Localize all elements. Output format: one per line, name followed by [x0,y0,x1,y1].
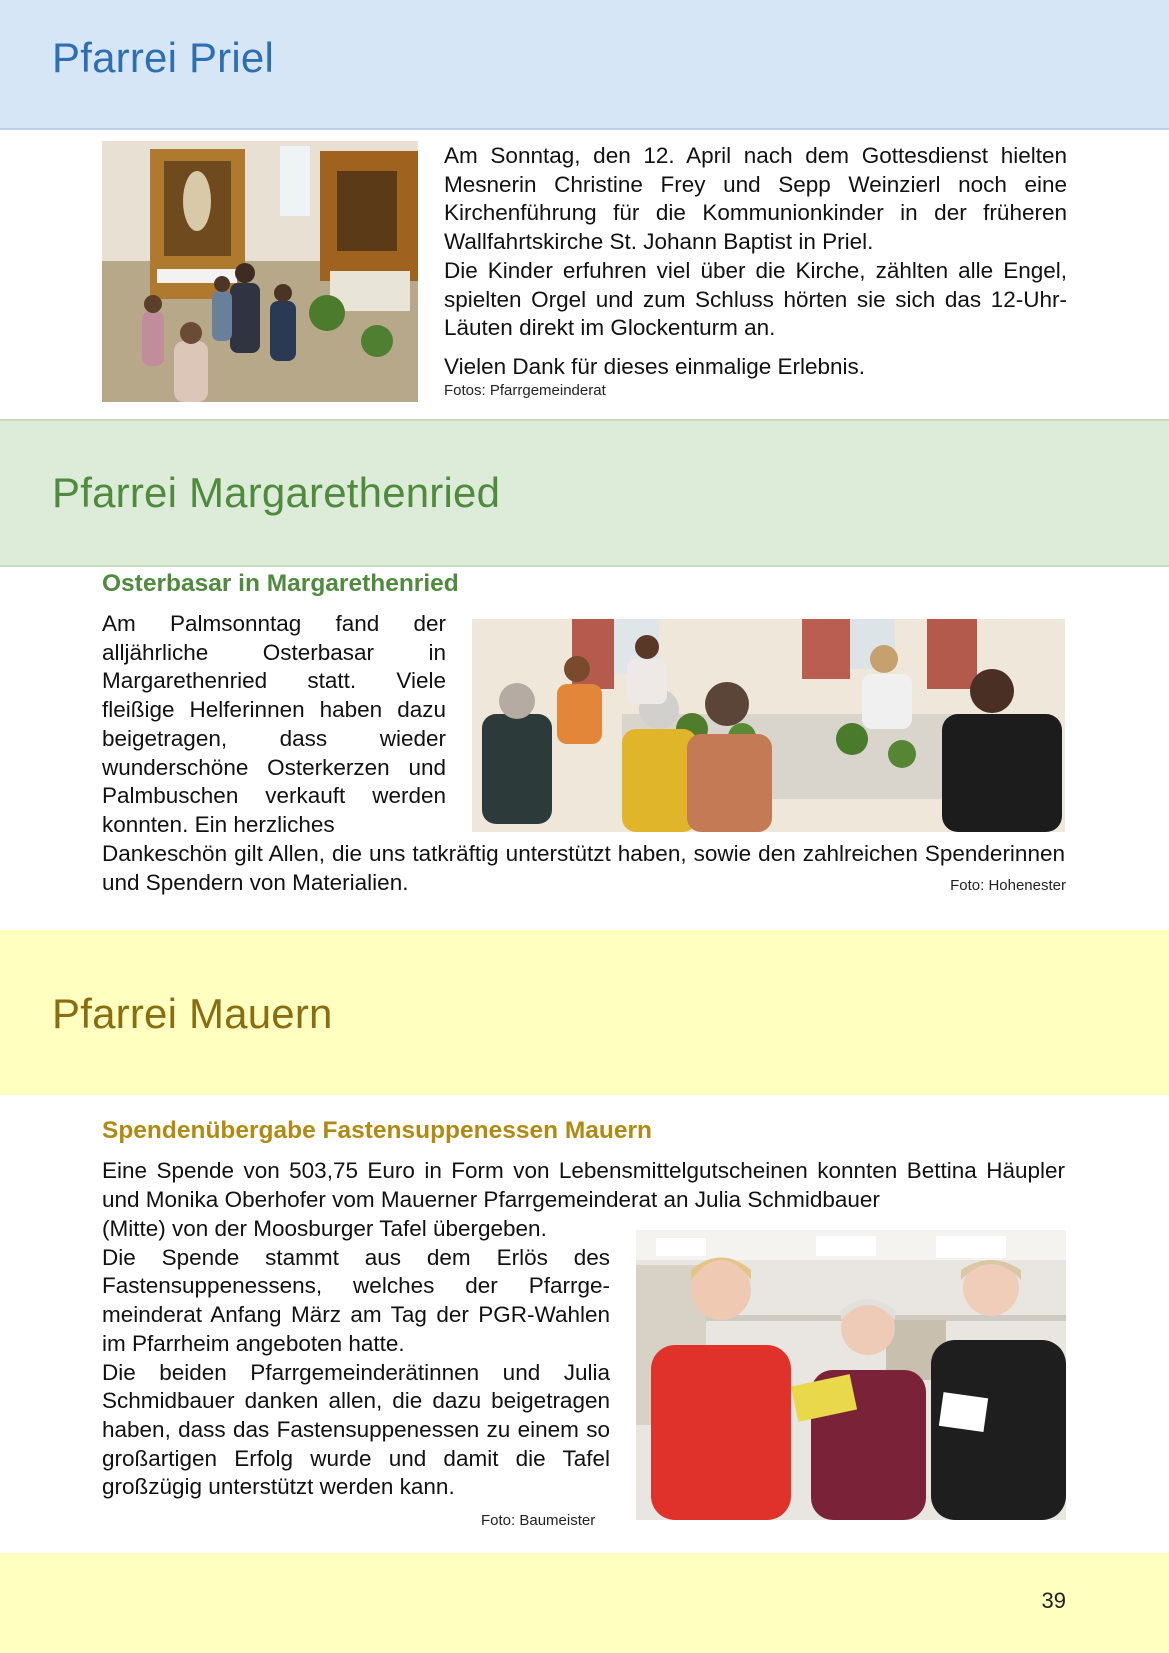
margarethenried-subheading: Osterbasar in Margarethenried [102,570,459,597]
mauern-photo-credit: Foto: Baumeister [481,1512,596,1529]
mauern-line-mitte: (Mitte) von der Moosburger Tafel übergeben. [102,1216,547,1241]
footer-band [0,1553,1169,1653]
mauern-paragraph-3: Die beiden Pfarrgemeinderätinnen und Julia Schmidbauer danken allen, die dazu beigetragen haben, dass das Fastensuppenessen zu einem so großartigen Erfolg wurde und damit die Tafel großzügig unterstützt werden kann. [102,1359,610,1500]
priel-header-band [0,0,1169,130]
priel-photo-credit: Fotos: Pfarrgemeinderat [444,382,606,399]
page-number: 39 [1041,1588,1066,1613]
margarethenried-text-full: Dankeschön gilt Allen, die uns tatkräftig unterstützt haben, sowie den zahlreichen Spenderinnen und Spendern von Materialien. [102,841,1065,895]
priel-paragraph-3: Vielen Dank für dieses einmalige Erlebnis. [444,353,866,379]
priel-article-text [444,142,1067,382]
donation-handover-photo [636,1230,1066,1520]
mauern-header-band [0,930,1169,1095]
margarethenried-section-title: Pfarrei Margarethenried [52,469,501,516]
mauern-subheading: Spendenübergabe Fastensuppenessen Mauern [102,1117,653,1144]
priel-paragraph-2: Die Kinder erfuhren viel über die Kirche, zählten alle Engel, spielten Orgel und zum Schluss hörten sie sich das 12-Uhr-Läuten direkt im Glockenturm an. [444,257,1067,341]
osterbasar-photo [472,619,1065,832]
mauern-paragraph-2: Die Spende stammt aus dem Erlös des Fastensuppenessens, welches der Pfarrgemeinderat Anfang März am Tag der PGR-Wahlen im Pfarrheim angeboten hatte. [102,1244,610,1356]
priel-paragraph-1: Am Sonntag, den 12. April nach dem Gottesdienst hielten Mesnerin Christine Frey und Sepp Weinzierl noch eine Kirchenführung für die Kommunionkinder in der früheren Wallfahrtskirche St. Johann Baptist in Priel. [444,143,1067,255]
mauern-section-title: Pfarrei Mauern [52,990,333,1037]
church-tour-photo [102,141,418,402]
margarethenried-text-left: Am Palmsonntag fand der alljährliche Osterbasar in Margarethenried statt. Viele fleißige Helferinnen haben dazu beigetragen, dass wieder wunderschöne Osterkerzen und Palmbuschen verkauft werden konnten. Ein herzliches [102,611,446,837]
margarethenried-header-band [0,419,1169,567]
margarethenried-photo-credit: Foto: Hohenester [950,877,1066,894]
mauern-intro-text: Eine Spende von 503,75 Euro in Form von Lebensmittelgutscheinen konnten Bettina Häupler und Monika Oberhofer vom Mauerner Pfarrgemeinderat an Julia Schmidbauer [102,1158,1065,1212]
priel-section-title: Pfarrei Priel [52,34,274,81]
mauern-text-left [102,1215,610,1502]
